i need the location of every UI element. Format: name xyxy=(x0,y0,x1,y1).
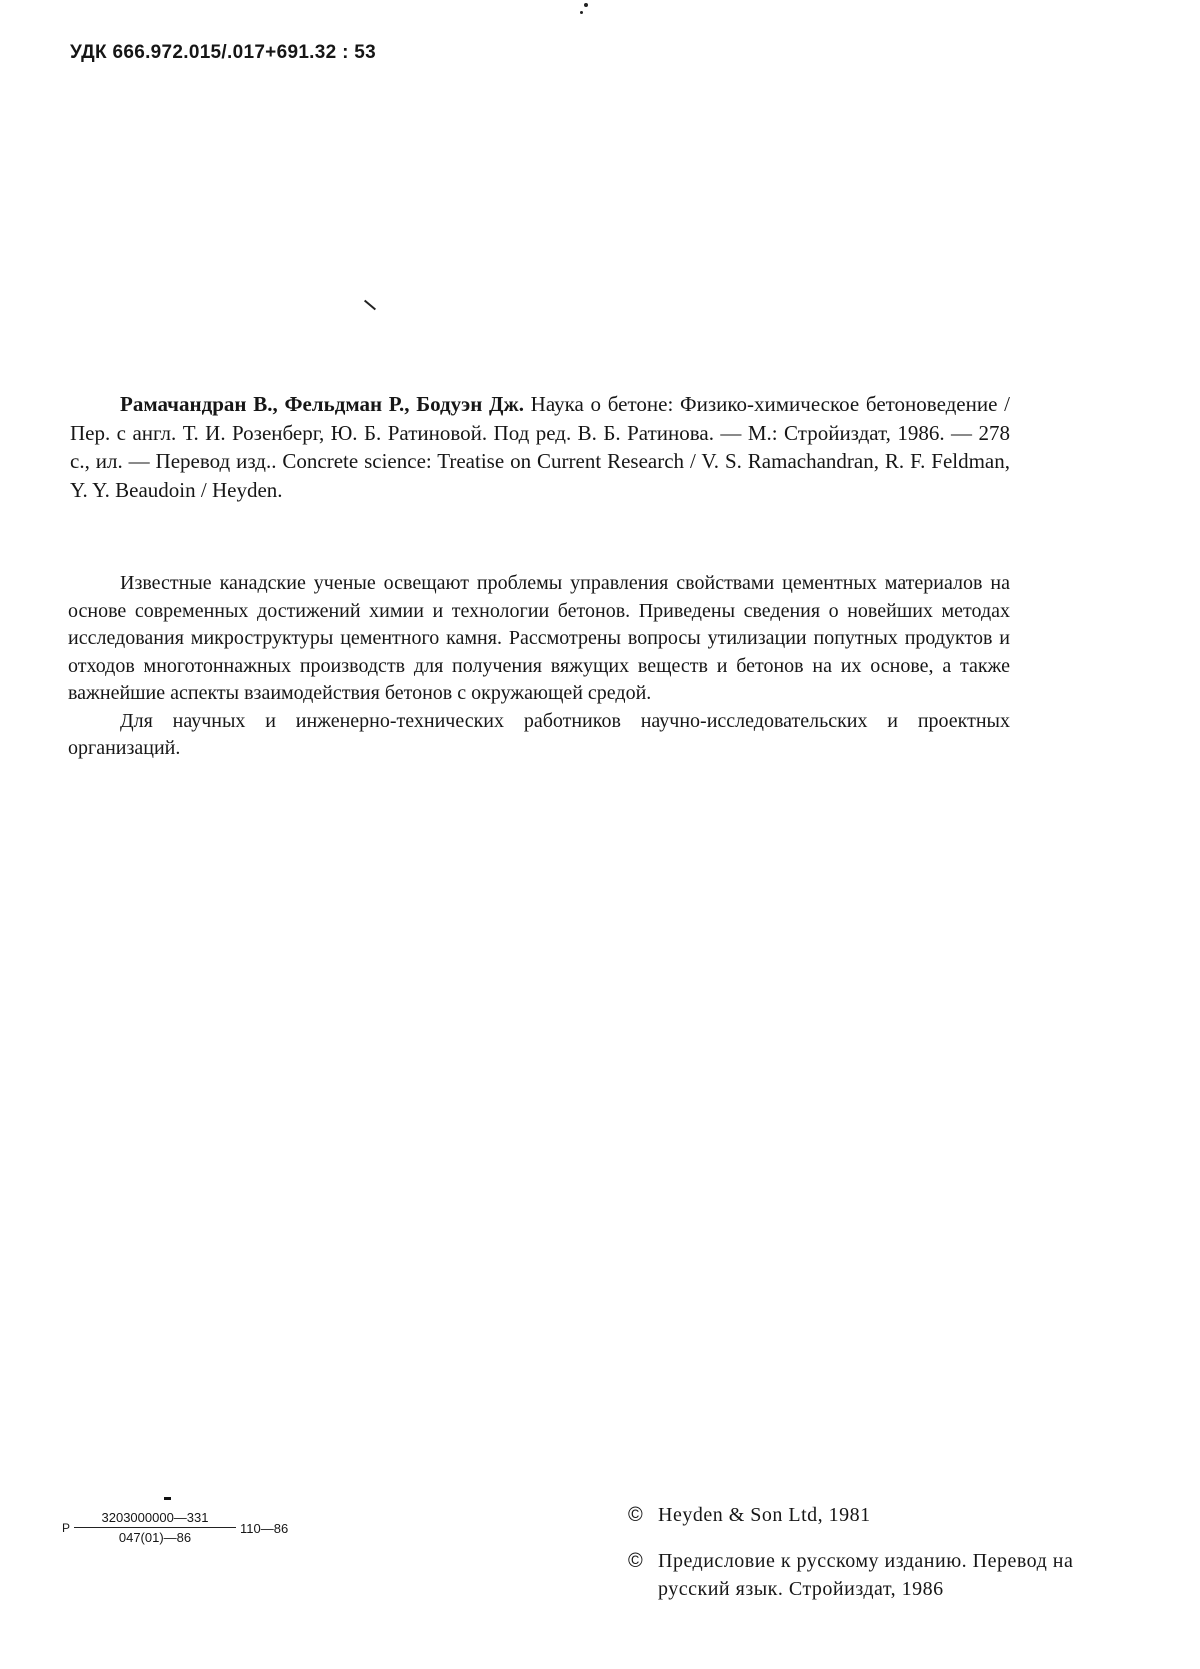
print-dot xyxy=(164,1497,171,1500)
copyright-original-text: Heyden & Son Ltd, 1981 xyxy=(658,1504,871,1526)
bibliographic-record xyxy=(70,390,1010,504)
catalog-code-denominator: 047(01)—86 xyxy=(118,1530,192,1545)
scan-mark xyxy=(364,300,376,311)
abstract-paragraph-2: Для научных и инженерно-технических работников научно-исследовательских и проектных организаций. xyxy=(68,709,1010,759)
copyright-translation-text: Предисловие к русскому изданию. Перевод на русский язык. Стройиздат, 1986 xyxy=(658,1550,1074,1600)
catalog-code-prefix: Р xyxy=(62,1521,71,1535)
copyright-icon: © xyxy=(628,1550,644,1572)
abstract xyxy=(68,570,1010,763)
copyright-original xyxy=(628,1501,1108,1529)
scan-speck xyxy=(580,11,583,14)
udk-code: УДК 666.972.015/.017+691.32 : 53 xyxy=(70,42,377,63)
catalog-code-fraction xyxy=(74,1510,236,1545)
catalog-code-suffix: 110—86 xyxy=(240,1521,289,1536)
authors: Рамачандран В., Фельдман Р., Бодуэн Дж. xyxy=(120,392,524,416)
catalog-code-numerator: 3203000000—331 xyxy=(74,1510,236,1528)
abstract-paragraph-1: Известные канадские ученые освещают проблемы управления свойствами цементных материалов на основе современных достижений химии и технологии бетонов. Приведены сведения о новейших методах исследования микроструктуры цементного камня. Рассмотрены вопросы утилизации попутных продуктов и отходов многотоннажных производств для получения вяжущих веществ и бетонов на их основе, а также важнейшие аспекты взаимодействия бетонов с окружающей средой. xyxy=(68,572,1010,704)
copyright-translation xyxy=(628,1547,1108,1603)
bibliographic-details: Наука о бетоне: Физико-химическое бетоноведение / Пер. с англ. Т. И. Розенберг, Ю. Б. Ратиновой. Под ред. В. Б. Ратинова. — М.: Стройиздат, 1986. — 278 с., ил. — Перевод изд.. Concrete science: Treatise on Current Research / V. S. Ramachandran, R. F. Feldman, Y. Y. Beaudoin / Heyden. xyxy=(70,392,1010,502)
copyright-icon: © xyxy=(628,1504,644,1526)
scan-speck xyxy=(584,3,588,7)
